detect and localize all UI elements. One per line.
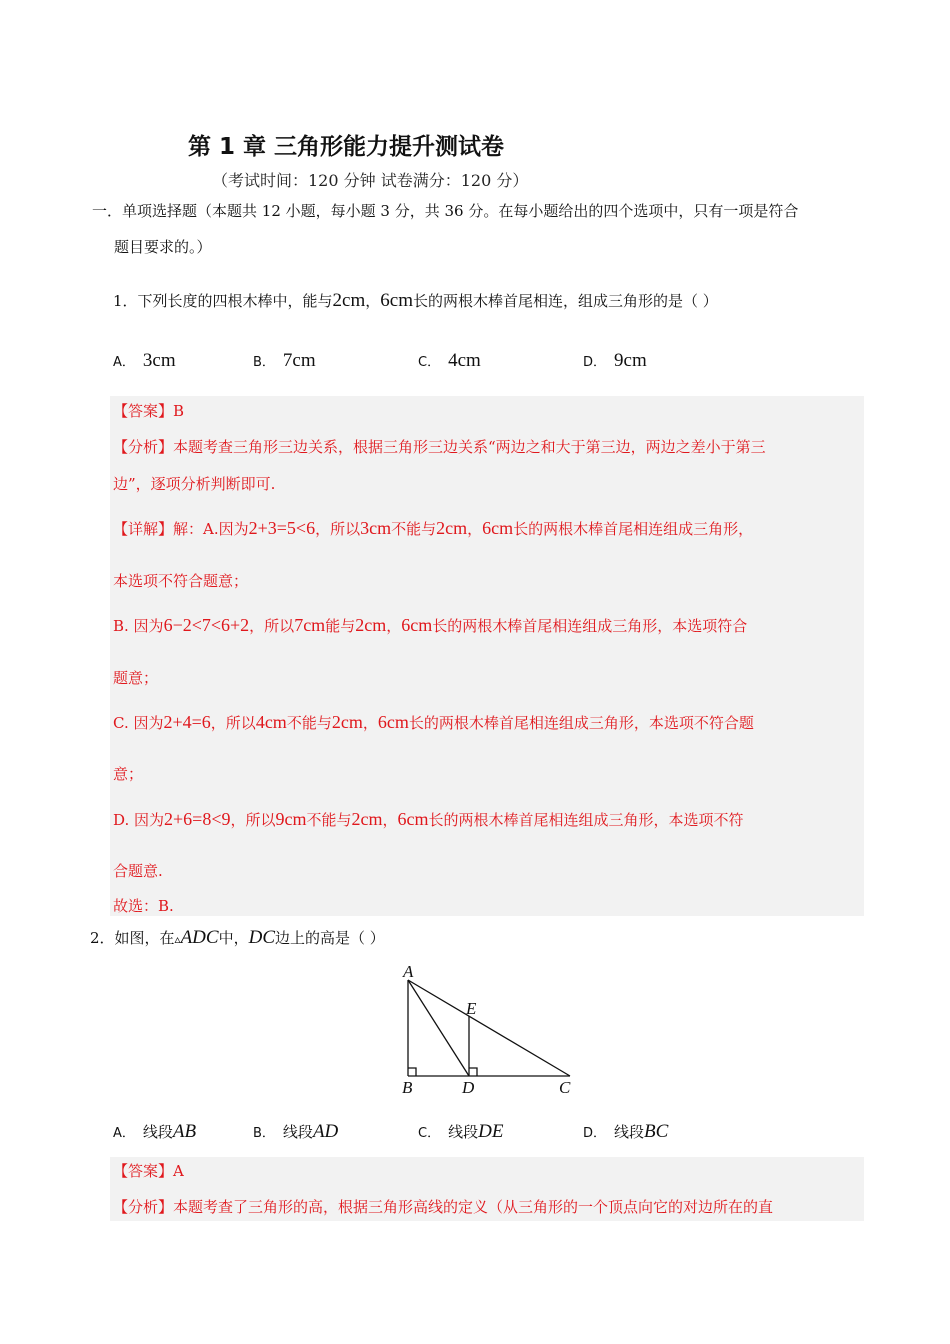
q1-option-b: B． 7cm [253, 350, 316, 371]
label-e: E [466, 999, 477, 1018]
q1-option-a: A． 3cm [113, 350, 176, 371]
q1-option-d: D． 9cm [583, 350, 647, 371]
q1-detail-b-cont: 题意； [113, 669, 159, 687]
q1-detail-c-cont: 意； [113, 765, 144, 783]
q1-analysis-line2: 边”，逐项分析判断即可. [113, 475, 276, 493]
label-a: A [403, 962, 414, 981]
page-title: 第 1 章 三角形能力提升测试卷 [188, 134, 505, 160]
question-1-stem: 1．下列长度的四根木棒中，能与2cm，6cm长的两根木棒首尾相连，组成三角形的是（ ） [113, 290, 718, 311]
question-2-stem: 2．如图，在▵ADC中，DC边上的高是（ ） [90, 927, 385, 948]
q2-option-b: B． 线段AD [253, 1121, 339, 1142]
section-heading [92, 193, 862, 265]
q1-detail-a: 【详解】解：A.因为2+3=5<6，所以3cm不能与2cm，6cm长的两根木棒首尾相连组成三角形， [113, 518, 754, 538]
segment-ad [408, 980, 469, 1076]
q1-detail-d-cont: 合题意. [113, 862, 163, 880]
q1-detail-c: C. 因为2+4=6，所以4cm不能与2cm，6cm长的两根木棒首尾相连组成三角形，本选项不符合题 [113, 712, 754, 732]
label-c: C [559, 1078, 571, 1097]
right-angle-b [408, 1068, 416, 1076]
label-b: B [402, 1078, 413, 1097]
section-heading-line2: 题目要求的。） [114, 238, 212, 256]
q1-analysis-line1: 【分析】本题考查三角形三边关系，根据三角形三边关系“两边之和大于第三边，两边之差小于第三 [113, 438, 766, 456]
q1-detail-b: B. 因为6−2<7<6+2，所以7cm能与2cm，6cm长的两根木棒首尾相连组成三角形，本选项符合 [113, 615, 748, 635]
q1-detail-d: D. 因为2+6=8<9，所以9cm不能与2cm，6cm长的两根木棒首尾相连组成三角形，本选项不符 [113, 809, 744, 829]
right-angle-d [469, 1068, 477, 1076]
q1-detail-a-cont: 本选项不符合题意； [113, 572, 249, 590]
q2-option-a: A． 线段AB [113, 1121, 197, 1142]
triangle-figure [395, 960, 585, 1104]
section-heading-line1: 一．单项选择题（本题共 12 小题，每小题 3 分，共 36 分。在每小题给出的四个选项中，只有一项是符合 [92, 202, 799, 220]
exam-info: （考试时间：120 分钟 试卷满分：120 分） [212, 171, 529, 190]
label-d: D [462, 1078, 475, 1097]
q2-answer: 【答案】A [113, 1162, 184, 1180]
q1-answer: 【答案】B [113, 402, 185, 420]
q2-option-d: D． 线段BC [583, 1121, 669, 1142]
q1-option-c: C． 4cm [418, 350, 481, 371]
segment-ac [408, 980, 570, 1076]
q2-option-c: C． 线段DE [418, 1121, 504, 1142]
q2-analysis-line1: 【分析】本题考查了三角形的高，根据三角形高线的定义（从三角形的一个顶点向它的对边所在的直 [113, 1198, 774, 1216]
q1-conclusion: 故选：B. [113, 897, 174, 915]
